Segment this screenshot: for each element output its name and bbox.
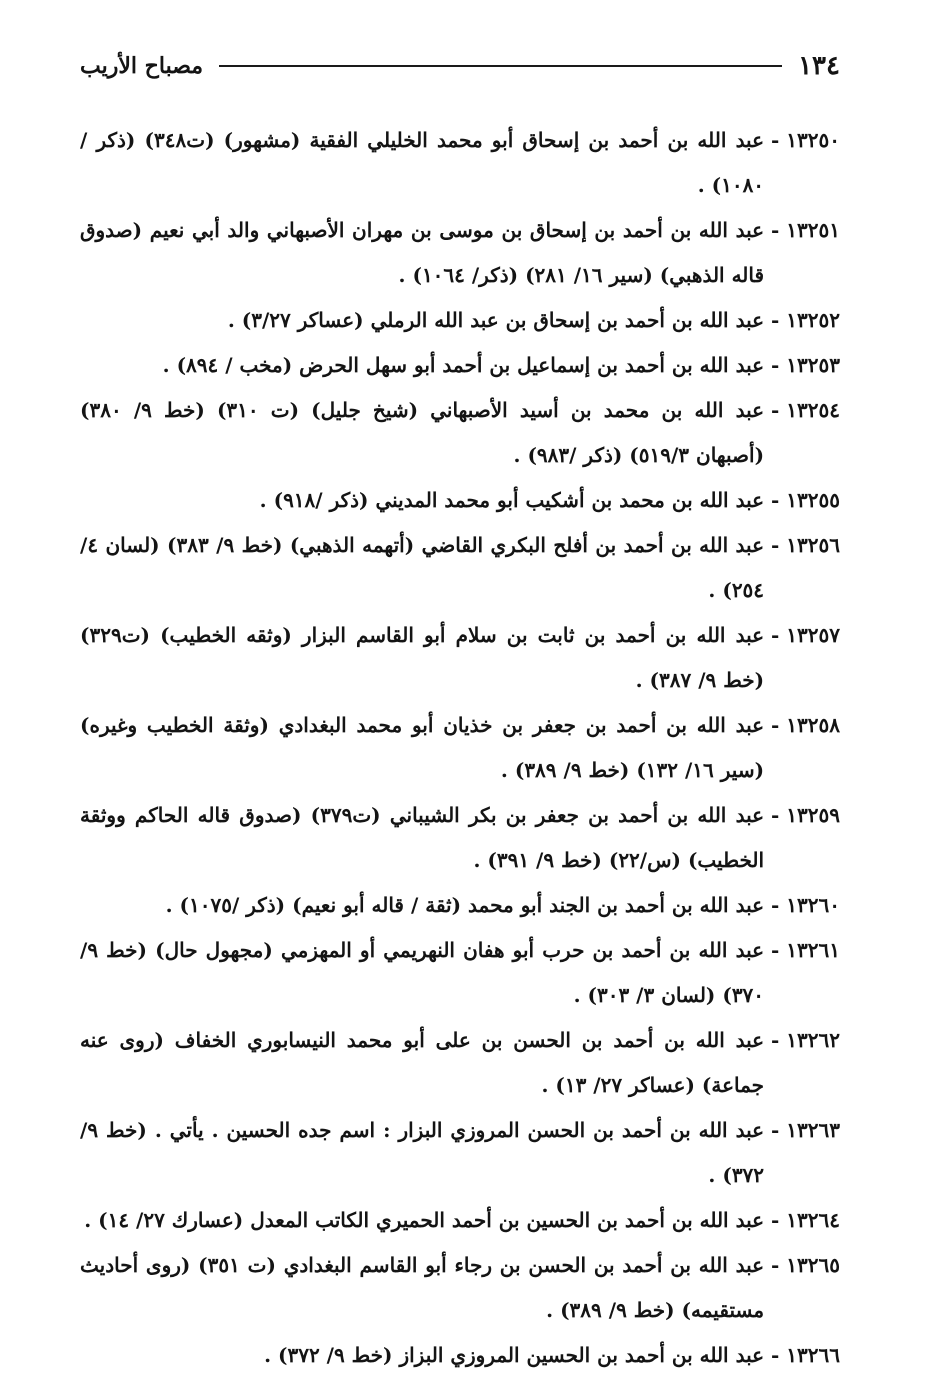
entry-text: عبد الله بن أحمد بن الحسن بن رجاء أبو القاسم البغدادي (ت ٣٥١) (روى أحاديث مستقيمه) (خط ٩/ ٣٨٩) . — [80, 1253, 765, 1322]
page-number: ١٣٤ — [798, 51, 840, 81]
entry-number: ١٣٢٦٣ — [786, 1118, 840, 1142]
entry-number: ١٣٢٦١ — [786, 938, 840, 962]
entry-text: عبد الله بن أحمد بن الحسين بن أحمد الحميري الكاتب المعدل (عسارك ٢٧/ ١٤) . — [84, 1208, 765, 1232]
entry-text: عبد الله بن أحمد بن ثابت بن سلام أبو القاسم البزار (وثقه الخطيب) (ت٣٢٩) (خط ٩/ ٣٨٧) . — [80, 623, 765, 692]
list-item — [80, 883, 840, 928]
list-item — [80, 478, 840, 523]
entry-dash: - — [764, 1118, 787, 1142]
entry-dash: - — [764, 938, 787, 962]
entry-dash: - — [764, 128, 787, 152]
entry-number: ١٣٢٥٨ — [786, 713, 840, 737]
entry-text: عبد الله بن أحمد بن إسحاق أبو محمد الخليلي الفقية (مشهور) (ت٣٤٨) (ذكر / ١٠٨٠) . — [80, 128, 765, 197]
list-item — [80, 1108, 840, 1198]
entry-number: ١٣٢٦٠ — [786, 893, 840, 917]
entry-number: ١٣٢٥٤ — [786, 398, 840, 422]
entry-dash: - — [764, 893, 787, 917]
entry-dash: - — [764, 803, 787, 827]
list-item — [80, 388, 840, 478]
entry-dash: - — [764, 1208, 787, 1232]
entry-text: عبد الله بن أحمد بن الحسن المروزي البزار : اسم جده الحسين . يأتي . (خط ٩/ ٣٧٢) . — [80, 1118, 765, 1187]
entry-dash: - — [764, 713, 787, 737]
list-item — [80, 1018, 840, 1108]
list-item — [80, 1198, 840, 1243]
entry-dash: - — [764, 218, 787, 242]
entry-number: ١٣٢٥٢ — [786, 308, 840, 332]
entry-number: ١٣٢٥٠ — [786, 128, 840, 152]
entry-dash: - — [764, 623, 787, 647]
entry-list — [80, 118, 840, 1378]
entry-dash: - — [764, 1028, 787, 1052]
list-item — [80, 928, 840, 1018]
entry-number: ١٣٢٥٧ — [786, 623, 840, 647]
entry-text: عبد الله بن أحمد بن جعفر بن خذيان أبو محمد البغدادي (وثقة الخطيب وغيره) (سير ١٦/ ١٣٢) (خط ٩/ ٣٨٩) . — [80, 713, 765, 782]
entry-number: ١٣٢٦٦ — [786, 1343, 840, 1367]
header-rule — [219, 65, 782, 67]
list-item — [80, 208, 840, 298]
list-item — [80, 343, 840, 388]
list-item — [80, 1243, 840, 1333]
list-item — [80, 298, 840, 343]
entry-dash: - — [764, 533, 787, 557]
list-item — [80, 523, 840, 613]
page-header — [80, 46, 840, 86]
entry-text: عبد الله بن أحمد بن الجند أبو محمد (ثقة / قاله أبو نعيم) (ذكر /١٠٧٥) . — [165, 893, 765, 917]
entry-text: عبد الله بن أحمد بن إسماعيل بن أحمد أبو سهل الحرض (مخب / ٨٩٤) . — [162, 353, 765, 377]
entry-text: عبد الله بن أحمد بن أفلح البكري القاضي (أتهمه الذهبي) (خط ٩/ ٣٨٣) (لسان ٤/ ٢٥٤) . — [80, 533, 765, 602]
entry-text: عبد الله بن أحمد بن إسحاق بن عبد الله الرملي (عساكر ٣/٢٧) . — [227, 308, 765, 332]
entry-number: ١٣٢٥٥ — [786, 488, 840, 512]
entry-text: عبد الله بن أحمد بن حرب أبو هفان النهريمي أو المهزمي (مجهول حال) (خط ٩/ ٣٧٠) (لسان ٣/ ٣٠٣) . — [80, 938, 765, 1007]
entry-number: ١٣٢٦٥ — [786, 1253, 840, 1277]
entry-number: ١٣٢٥١ — [786, 218, 840, 242]
list-item — [80, 613, 840, 703]
entry-text: عبد الله بن أحمد بن الحسين المروزي البزاز (خط ٩/ ٣٧٢) . — [264, 1343, 765, 1367]
entry-text: عبد الله بن محمد بن أسيد الأصبهاني (شيخ جليل) (ت ٣١٠) (خط ٩/ ٣٨٠) (أصبهان ٥١٩/٣) (ذكر /٩٨٣) . — [80, 398, 765, 467]
entry-text: عبد الله بن أحمد بن جعفر بن بكر الشيباني (ت٣٧٩) (صدوق قاله الحاكم ووثقة الخطيب) (س/٢٢) (خط ٩/ ٣٩١) . — [80, 803, 765, 872]
running-title: مصباح الأريب — [80, 53, 204, 79]
entry-dash: - — [764, 488, 787, 512]
list-item — [80, 703, 840, 793]
list-item — [80, 793, 840, 883]
entry-dash: - — [764, 353, 787, 377]
entry-number: ١٣٢٥٩ — [786, 803, 840, 827]
entry-number: ١٣٢٦٢ — [786, 1028, 840, 1052]
entry-number: ١٣٢٥٦ — [786, 533, 840, 557]
entry-number: ١٣٢٦٤ — [786, 1208, 840, 1232]
entry-text: عبد الله بن أحمد بن إسحاق بن موسى بن مهران الأصبهاني والد أبي نعيم (صدوق قاله الذهبي) (سير ١٦/ ٢٨١) (ذكر/ ١٠٦٤) . — [80, 218, 765, 287]
list-item — [80, 118, 840, 208]
entry-number: ١٣٢٥٣ — [786, 353, 840, 377]
entry-dash: - — [764, 308, 787, 332]
entry-text: عبد الله بن محمد بن أشكيب أبو محمد المديني (ذكر /٩١٨) . — [259, 488, 765, 512]
entry-dash: - — [764, 398, 787, 422]
list-item — [80, 1333, 840, 1378]
entry-dash: - — [764, 1253, 787, 1277]
entry-text: عبد الله بن أحمد بن الحسن بن على أبو محمد النيسابوري الخفاف (روى عنه جماعة) (عساكر ٢٧/ ١٣) . — [80, 1028, 765, 1097]
entry-dash: - — [764, 1343, 787, 1367]
